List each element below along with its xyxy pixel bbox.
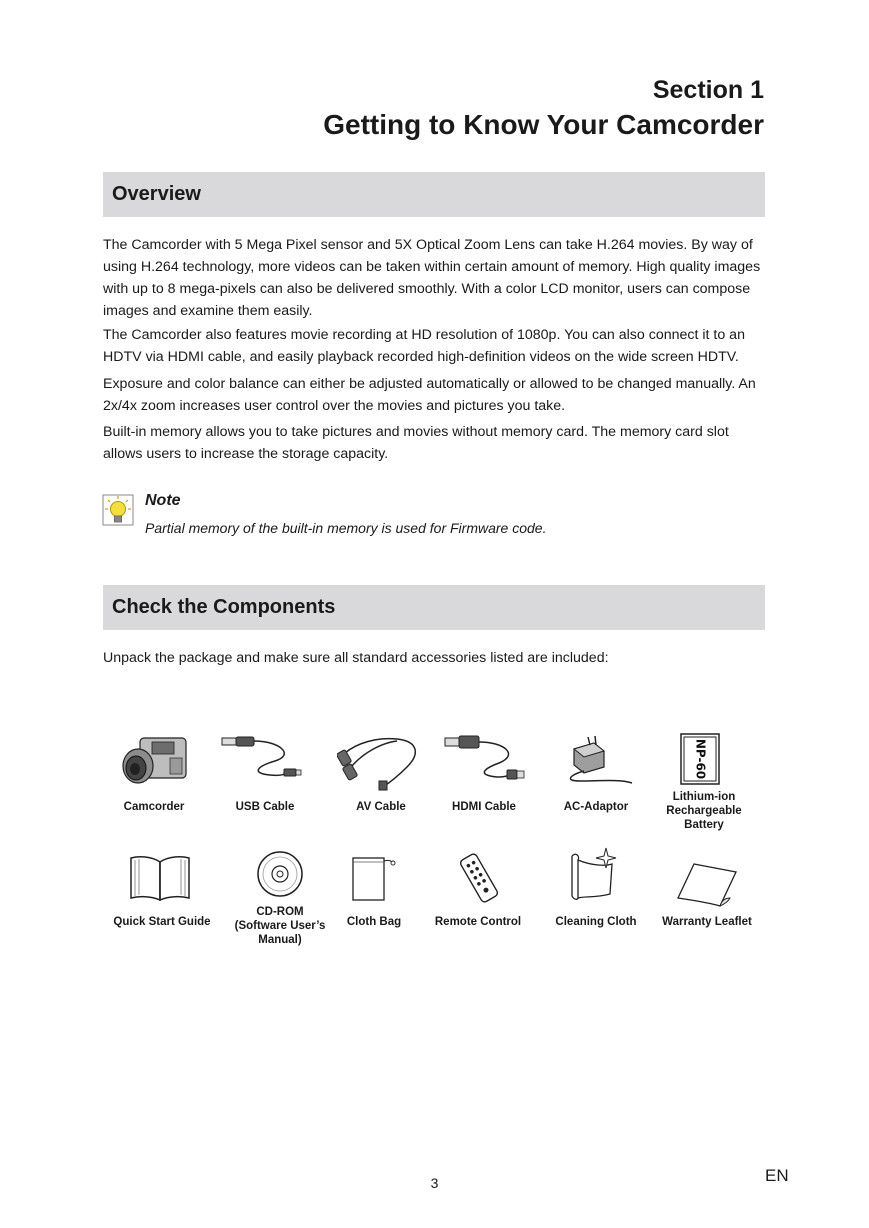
components-heading: Check the Components	[112, 596, 336, 618]
overview-heading: Overview	[112, 183, 201, 205]
component-label-av-cable: AV Cable	[356, 801, 406, 813]
component-label-battery: Lithium-ion Rechargeable Battery	[666, 791, 742, 831]
battery-text: NP-60	[693, 738, 708, 780]
note-title: Note	[145, 492, 181, 509]
component-label-cleaning-cloth: Cleaning Cloth	[555, 916, 637, 928]
lightbulb-icon	[102, 494, 134, 526]
component-label-warranty-leaflet: Warranty Leaflet	[662, 916, 752, 928]
remote-control-icon	[455, 852, 503, 904]
av-cable-icon	[337, 733, 425, 791]
overview-paragraph-2: The Camcorder also features movie recording at HD resolution of 1080p. You can also connect it to an HDTV via HDMI cable, and easily playback recorded high-definition videos on the wide screen HDTV.	[103, 327, 745, 365]
language-code: EN	[765, 1166, 789, 1185]
note-body: Partial memory of the built-in memory is used for Firmware code.	[145, 520, 547, 536]
page-number: 3	[430, 1175, 439, 1191]
component-label-camcorder: Camcorder	[123, 801, 185, 813]
component-label-remote-control: Remote Control	[434, 916, 522, 928]
overview-paragraph-4: Built-in memory allows you to take pictures and movies without memory card. The memory card slot allows users to increase the storage capacity.	[103, 424, 729, 462]
component-label-ac-adaptor: AC-Adaptor	[563, 801, 629, 813]
overview-paragraph-3: Exposure and color balance can either be adjusted automatically or allowed to be changed manually. An 2x/4x zoom increases user control over the movies and pictures you take.	[103, 376, 756, 414]
cd-icon	[256, 850, 304, 898]
component-label-quick-start-guide: Quick Start Guide	[113, 916, 211, 928]
hdmi-cable-icon	[443, 733, 525, 785]
book-icon	[127, 854, 193, 902]
components-heading-bar	[103, 585, 765, 630]
page-title: Getting to Know Your Camcorder	[323, 109, 764, 140]
component-label-usb-cable: USB Cable	[235, 801, 295, 813]
section-number: Section 1	[652, 76, 764, 104]
cloth-bag-icon	[350, 854, 398, 902]
cleaning-cloth-icon	[566, 846, 624, 904]
component-label-cloth-bag: Cloth Bag	[346, 916, 402, 928]
overview-heading-bar	[103, 172, 765, 217]
warranty-leaflet-icon	[676, 860, 738, 910]
battery-icon	[680, 733, 720, 785]
components-intro: Unpack the package and make sure all standard accessories listed are included:	[103, 650, 609, 666]
usb-cable-icon	[220, 733, 302, 783]
overview-paragraph-1: The Camcorder with 5 Mega Pixel sensor and 5X Optical Zoom Lens can take H.264 movies. By way of using H.264 technology, more videos can be taken within certain amount of memory. High quality images with up to 8 mega-pixels can also be delivered smoothly. With a color LCD monitor, users can compose images and examine them easily.	[103, 237, 761, 319]
component-label-hdmi-cable: HDMI Cable	[452, 801, 516, 813]
ac-adaptor-icon	[560, 735, 634, 785]
camcorder-icon	[118, 728, 190, 792]
component-label-cd-rom: CD-ROM (Software User’s Manual)	[234, 906, 326, 946]
